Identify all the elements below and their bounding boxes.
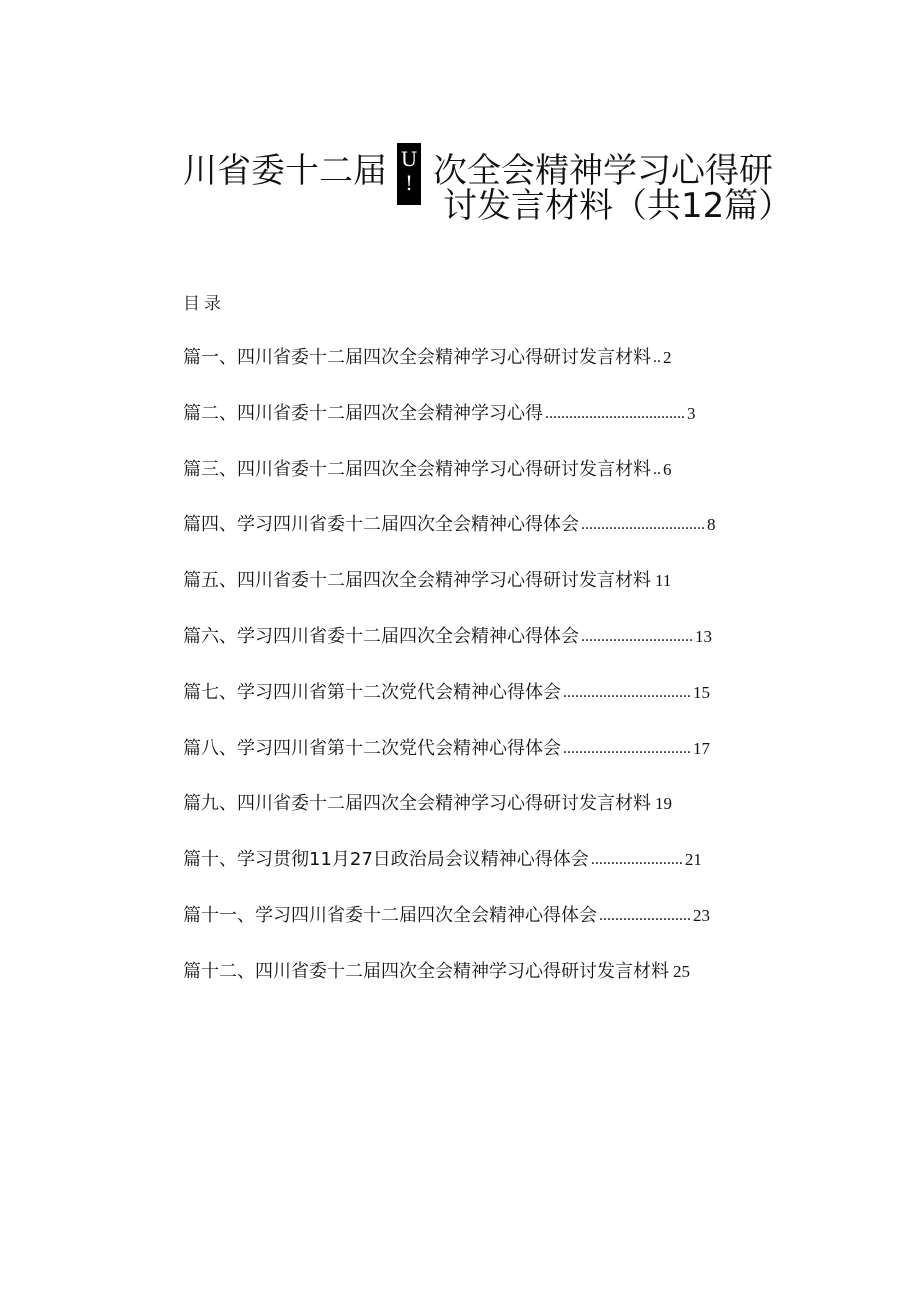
toc-entry-title: 篇六、学习四川省委十二届四次全会精神心得体会 — [183, 625, 579, 647]
toc-entry-leader-dots: ................................ — [563, 739, 691, 757]
toc-entry-title: 篇八、学习四川省第十二次党代会精神心得体会 — [183, 737, 561, 759]
document-title-line-2: 讨发言材料（共12篇） — [443, 186, 793, 226]
toc-entry[interactable] — [183, 847, 783, 903]
toc-entry-title: 篇三、四川省委十二届四次全会精神学习心得研讨发言材料 — [183, 458, 651, 480]
toc-entry-page-number: 21 — [684, 850, 702, 870]
toc-entry-page-number: 11 — [655, 571, 672, 591]
title-text-before-mark: 川省委十二届 — [183, 151, 387, 191]
toc-entry[interactable] — [183, 680, 783, 736]
toc-entry-title: 篇九、四川省委十二届四次全会精神学习心得研讨发言材料 — [183, 793, 651, 815]
toc-entry[interactable] — [183, 903, 783, 959]
toc-entry-title: 篇五、四川省委十二届四次全会精神学习心得研讨发言材料 — [183, 570, 651, 592]
toc-entry[interactable] — [183, 568, 783, 624]
toc-entry-leader-dots: ................................ — [563, 683, 691, 701]
toc-entry-page-number: 25 — [673, 961, 690, 981]
toc-entry-leader-dots: ............................... — [581, 516, 705, 534]
toc-entry[interactable] — [183, 791, 783, 847]
toc-entry-title: 篇七、学习四川省第十二次党代会精神心得体会 — [183, 681, 561, 703]
toc-entry-leader-dots: ....................... — [590, 851, 683, 869]
title-mark-top-glyph: U — [400, 147, 418, 171]
toc-entry[interactable] — [183, 736, 783, 792]
toc-entry-leader-dots: .. — [653, 460, 661, 478]
title-mark-bottom-glyph: ! — [404, 171, 414, 195]
toc-entry-title: 篇十一、学习四川省委十二届四次全会精神心得体会 — [183, 904, 597, 926]
toc-entry-page-number: 13 — [695, 626, 712, 646]
toc-entry-page-number: 17 — [693, 738, 710, 758]
toc-entry-page-number: 19 — [655, 794, 672, 814]
toc-entry-title: 篇二、四川省委十二届四次全会精神学习心得 — [183, 402, 543, 424]
table-of-contents — [183, 345, 783, 1015]
toc-entry[interactable] — [183, 457, 783, 513]
toc-entry-title: 篇十二、四川省委十二届四次全会精神学习心得研讨发言材料 — [183, 960, 669, 982]
toc-heading: 目录 — [183, 294, 225, 314]
toc-entry[interactable] — [183, 624, 783, 680]
toc-entry-title: 篇十、学习贯彻11月27日政治局会议精神心得体会 — [183, 849, 589, 871]
toc-entry-title: 篇一、四川省委十二届四次全会精神学习心得研讨发言材料 — [183, 347, 651, 368]
toc-entry-page-number: 15 — [693, 682, 710, 702]
toc-entry[interactable] — [183, 345, 783, 401]
toc-entry-page-number: 2 — [663, 348, 672, 367]
toc-entry-page-number: 6 — [663, 459, 672, 479]
toc-entry-page-number: 23 — [693, 905, 710, 925]
toc-entry-leader-dots: ....................... — [599, 906, 691, 924]
toc-entry-page-number: 3 — [687, 403, 696, 423]
toc-entry-leader-dots: ................................... — [545, 404, 685, 422]
toc-entry[interactable] — [183, 959, 783, 1015]
toc-entry-title: 篇四、学习四川省委十二届四次全会精神心得体会 — [183, 514, 579, 536]
toc-entry-page-number: 8 — [707, 515, 716, 535]
toc-entry[interactable] — [183, 512, 783, 568]
toc-entry-leader-dots: ............................ — [581, 627, 693, 645]
title-text-after-mark: 次全会精神学习心得研 — [433, 151, 773, 191]
title-black-mark — [397, 143, 421, 205]
toc-entry[interactable] — [183, 401, 783, 457]
toc-entry-leader-dots: .. — [653, 349, 661, 366]
